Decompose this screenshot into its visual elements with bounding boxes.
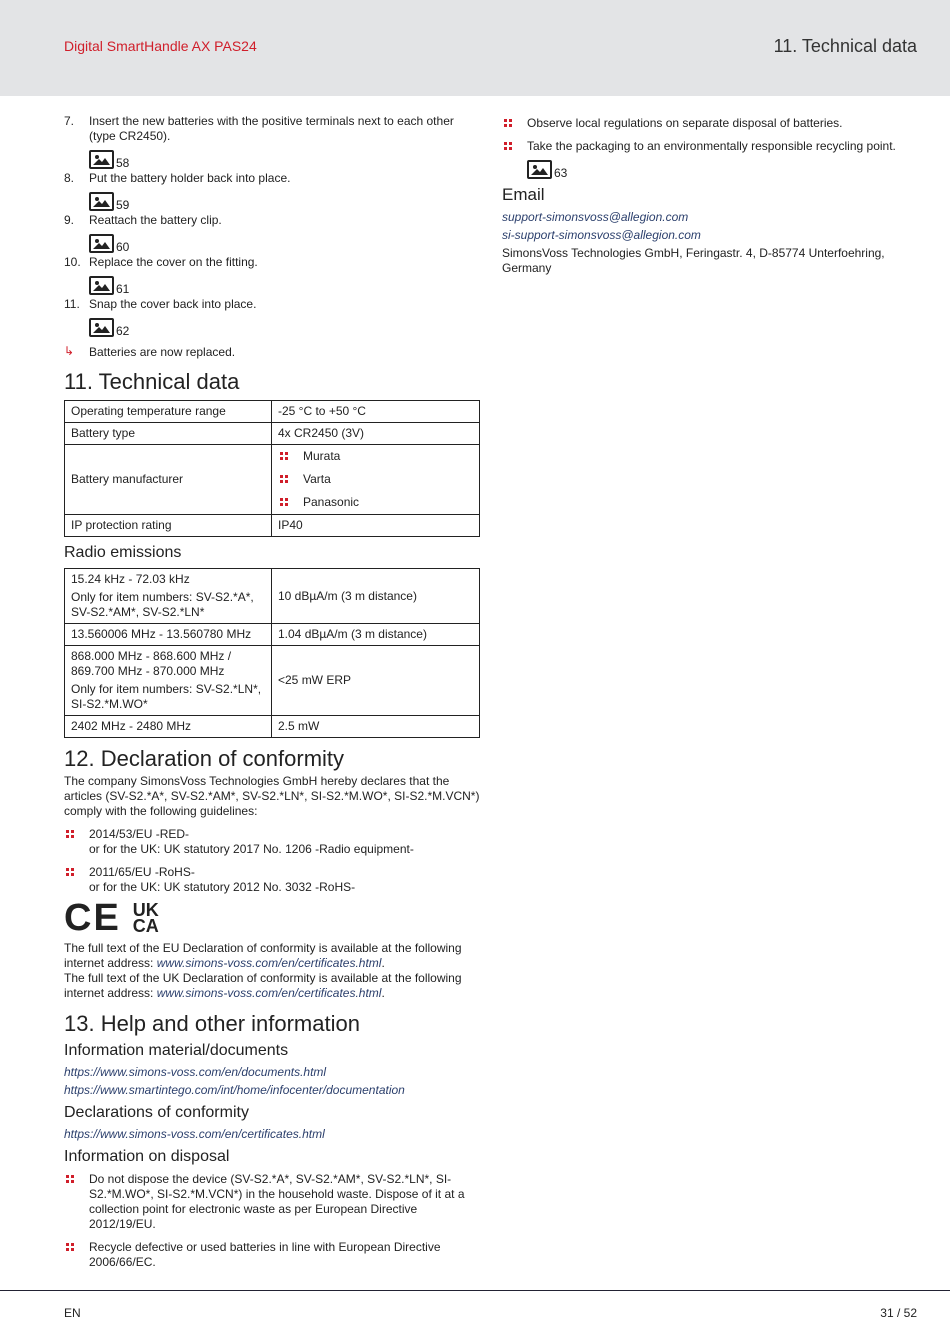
bullet-icon bbox=[280, 452, 289, 461]
image-icon bbox=[89, 150, 114, 169]
list-item-text: Recycle defective or used batteries in line with European Directive 2006/66/EC. bbox=[89, 1240, 441, 1269]
uk-declaration-paragraph bbox=[64, 971, 480, 1001]
technical-data-table bbox=[64, 400, 480, 537]
table-cell-value: 4x CR2450 (3V) bbox=[272, 423, 480, 445]
step-text: Put the battery holder back into place. bbox=[89, 171, 291, 185]
result-text: Batteries are now replaced. bbox=[89, 345, 236, 359]
table-cell-value: <25 mW ERP bbox=[272, 646, 480, 716]
page-header bbox=[0, 0, 950, 96]
frequency-text: 868.000 MHz - 868.600 MHz / 869.700 MHz - 870.000 MHz bbox=[71, 649, 232, 678]
company-address: SimonsVoss Technologies GmbH, Feringastr. 4, D-85774 Unterfoehring, Germany bbox=[502, 246, 885, 275]
document-title: Digital SmartHandle AX PAS24 bbox=[64, 38, 257, 54]
bullet-icon bbox=[66, 1243, 75, 1252]
info-links bbox=[64, 1063, 480, 1099]
image-icon bbox=[89, 318, 114, 337]
figure-number: 59 bbox=[116, 198, 130, 212]
ce-mark-logo: CE bbox=[64, 897, 121, 939]
list-item-text: Observe local regulations on separate disposal of batteries. bbox=[527, 116, 843, 130]
step-7 bbox=[64, 114, 480, 169]
table-cell-frequency: 2402 MHz - 2480 MHz bbox=[65, 716, 272, 738]
footer-page-number: 31 / 52 bbox=[880, 1306, 917, 1320]
list-item-text: or for the UK: UK statutory 2012 No. 3032 -RoHS- bbox=[89, 880, 356, 894]
sentence-period: . bbox=[381, 956, 385, 970]
footer-language: EN bbox=[64, 1306, 81, 1320]
bullet-icon bbox=[66, 830, 75, 839]
list-item-text: Do not dispose the device (SV-S2.*A*, SV-S2.*AM*, SV-S2.*LN*, SI-S2.*M.WO*, SI-S2.*M.VCN*) in the household waste. Dispose of it at a collection point for electronic waste as per European Directive 2012/19/EU. bbox=[89, 1172, 465, 1231]
info-material-heading: Information material/documents bbox=[64, 1042, 289, 1059]
bullet-icon bbox=[504, 142, 513, 151]
eu-declaration-text: The full text of the EU Declaration of conformity is available at the following internet address: bbox=[64, 941, 462, 970]
table-cell-label: IP protection rating bbox=[65, 515, 272, 537]
radio-emissions-table bbox=[64, 568, 480, 738]
si-support-email-link[interactable]: si-support-simonsvoss@allegion.com bbox=[502, 228, 701, 242]
figure-reference bbox=[89, 274, 480, 295]
step-result bbox=[64, 345, 480, 360]
bullet-icon bbox=[66, 868, 75, 877]
ukca-mark-top: UK bbox=[132, 900, 159, 920]
table-row bbox=[65, 646, 480, 716]
table-row bbox=[65, 423, 480, 445]
table-cell-frequency: 13.560006 MHz - 13.560780 MHz bbox=[65, 624, 272, 646]
table-cell-frequency bbox=[65, 569, 272, 624]
list-item bbox=[502, 139, 922, 179]
figure-number: 61 bbox=[116, 282, 130, 296]
list-item bbox=[278, 495, 473, 510]
declarations-heading: Declarations of conformity bbox=[64, 1104, 249, 1121]
figure-reference bbox=[89, 232, 480, 253]
bullet-icon bbox=[280, 498, 289, 507]
list-item bbox=[64, 1172, 480, 1232]
step-number: 8. bbox=[64, 171, 75, 185]
figure-reference bbox=[89, 316, 480, 337]
list-item-text: Panasonic bbox=[303, 495, 360, 509]
table-cell-label: Battery manufacturer bbox=[65, 445, 272, 515]
frequency-note: Only for item numbers: SV-S2.*A*, SV-S2.*AM*, SV-S2.*LN* bbox=[71, 590, 254, 619]
bullet-icon bbox=[280, 475, 289, 484]
conformity-marks bbox=[64, 899, 480, 937]
table-row bbox=[65, 569, 480, 624]
step-number: 11. bbox=[64, 297, 80, 311]
list-item bbox=[502, 116, 922, 131]
email-links bbox=[502, 208, 922, 244]
figure-number: 62 bbox=[116, 324, 130, 338]
figure-number: 60 bbox=[116, 240, 130, 254]
table-cell-value: 2.5 mW bbox=[272, 716, 480, 738]
table-cell-value: 10 dBµA/m (3 m distance) bbox=[272, 569, 480, 624]
step-text: Reattach the battery clip. bbox=[89, 213, 222, 227]
list-item bbox=[278, 472, 473, 487]
table-cell-value: 1.04 dBµA/m (3 m distance) bbox=[272, 624, 480, 646]
list-item-text: 2011/65/EU -RoHS- bbox=[89, 865, 195, 879]
result-arrow-icon: ↳ bbox=[64, 344, 75, 358]
conformity-heading: 12. Declaration of conformity bbox=[64, 746, 345, 771]
image-icon bbox=[527, 160, 552, 179]
chapter-title: 11. Technical data bbox=[773, 36, 917, 56]
help-heading: 13. Help and other information bbox=[64, 1011, 360, 1036]
certificates-link[interactable]: https://www.simons-voss.com/en/certificates.html bbox=[64, 1127, 325, 1141]
figure-reference bbox=[89, 190, 480, 211]
image-icon bbox=[89, 276, 114, 295]
right-column bbox=[502, 114, 922, 276]
step-number: 9. bbox=[64, 213, 75, 227]
technical-data-heading: 11. Technical data bbox=[64, 369, 240, 394]
table-cell-value: IP40 bbox=[272, 515, 480, 537]
uk-certificates-link[interactable]: www.simons-voss.com/en/certificates.html bbox=[156, 986, 382, 1000]
smartintego-documentation-link[interactable]: https://www.smartintego.com/int/home/infocenter/documentation bbox=[64, 1083, 405, 1097]
table-cell-value: -25 °C to +50 °C bbox=[272, 401, 480, 423]
list-item-text: 2014/53/EU -RED- bbox=[89, 827, 190, 841]
sentence-period: . bbox=[381, 986, 385, 1000]
list-item-text: or for the UK: UK statutory 2017 No. 1206 -Radio equipment- bbox=[89, 842, 414, 856]
step-number: 10. bbox=[64, 255, 81, 269]
list-item-text: Murata bbox=[303, 449, 341, 463]
step-text: Insert the new batteries with the positive terminals next to each other (type CR2450). bbox=[89, 114, 454, 143]
left-column bbox=[64, 114, 480, 1270]
step-text: Snap the cover back into place. bbox=[89, 297, 257, 311]
image-icon bbox=[89, 234, 114, 253]
figure-number: 58 bbox=[116, 156, 130, 170]
footer-divider bbox=[0, 1290, 950, 1291]
eu-declaration-paragraph bbox=[64, 941, 480, 971]
step-text: Replace the cover on the fitting. bbox=[89, 255, 258, 269]
radio-emissions-heading: Radio emissions bbox=[64, 544, 182, 561]
table-row bbox=[65, 624, 480, 646]
table-cell-label: Operating temperature range bbox=[65, 401, 272, 423]
list-item bbox=[64, 827, 480, 857]
figure-number: 63 bbox=[554, 166, 568, 180]
ukca-mark-bottom: CA bbox=[132, 916, 159, 936]
frequency-note: Only for item numbers: SV-S2.*LN*, SI-S2.*M.WO* bbox=[71, 682, 262, 711]
email-heading: Email bbox=[502, 185, 545, 204]
table-row bbox=[65, 716, 480, 738]
conformity-intro: The company SimonsVoss Technologies GmbH hereby declares that the articles (SV-S2.*A*, SV-S2.*AM*, SV-S2.*LN*, SI-S2.*M.WO*, SI-S2.*M.VCN*) comply with the following guidelines: bbox=[64, 774, 480, 818]
eu-certificates-link[interactable]: www.simons-voss.com/en/certificates.html bbox=[156, 956, 382, 970]
ukca-mark-logo bbox=[133, 902, 159, 934]
list-item bbox=[278, 449, 473, 464]
step-10 bbox=[64, 255, 480, 295]
table-row bbox=[65, 445, 480, 515]
step-8 bbox=[64, 171, 480, 211]
bullet-icon bbox=[66, 1175, 75, 1184]
list-item bbox=[64, 865, 480, 895]
bullet-icon bbox=[504, 119, 513, 128]
frequency-text: 15.24 kHz - 72.03 kHz bbox=[71, 572, 190, 586]
uk-declaration-text: The full text of the UK Declaration of conformity is available at the following internet address: bbox=[64, 971, 462, 1000]
list-item-text: Varta bbox=[303, 472, 331, 486]
support-email-link[interactable]: support-simonsvoss@allegion.com bbox=[502, 210, 689, 224]
table-row bbox=[65, 515, 480, 537]
disposal-heading: Information on disposal bbox=[64, 1148, 230, 1165]
step-9 bbox=[64, 213, 480, 253]
table-cell-label: Battery type bbox=[65, 423, 272, 445]
image-icon bbox=[89, 192, 114, 211]
list-item-text: Take the packaging to an environmentally responsible recycling point. bbox=[527, 139, 896, 153]
table-cell-value bbox=[272, 445, 480, 515]
table-cell-frequency bbox=[65, 646, 272, 716]
step-11 bbox=[64, 297, 480, 337]
figure-reference bbox=[527, 158, 922, 179]
figure-reference bbox=[89, 148, 480, 169]
documents-link[interactable]: https://www.simons-voss.com/en/documents.html bbox=[64, 1065, 327, 1079]
step-number: 7. bbox=[64, 114, 75, 128]
list-item bbox=[64, 1240, 480, 1270]
table-row bbox=[65, 401, 480, 423]
